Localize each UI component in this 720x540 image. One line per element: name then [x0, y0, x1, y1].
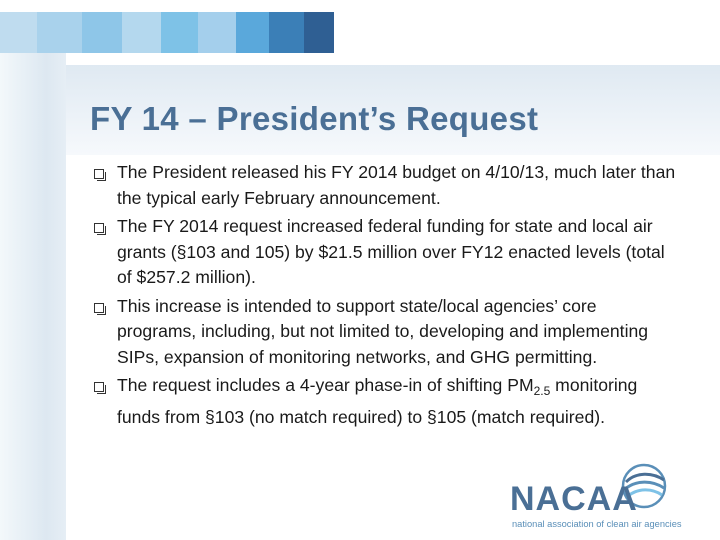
bullet-text: This increase is intended to support state/local agencies’ core programs, including, but not limited to, developing and implementing SIPs, expansion of monitoring networks, and GHG permitting.: [117, 295, 649, 367]
color-block: [236, 12, 269, 53]
logo-tagline: national association of clean air agencies: [512, 519, 682, 529]
color-block: [37, 12, 82, 53]
checkbox-bullet-icon: [94, 382, 104, 392]
color-block: [304, 12, 334, 53]
nacaa-logo: [510, 462, 700, 532]
decorative-color-blocks: [0, 12, 334, 53]
bullet-list: [89, 160, 679, 433]
color-block: [0, 12, 37, 53]
bullet-text: The President released his FY 2014 budget on 4/10/13, much later than the typical early February announcement.: [117, 162, 676, 208]
slide-title: FY 14 – President’s Request: [90, 100, 539, 137]
bullet-text: The FY 2014 request increased federal funding for state and local air grants (§103 and 105) by $21.5 million over FY12 enacted levels (total of $257.2 million).: [117, 216, 665, 287]
logo-wordmark: NACAA: [510, 480, 638, 518]
checkbox-bullet-icon: [94, 169, 104, 179]
bullet-item: [89, 214, 679, 291]
color-block: [269, 12, 304, 53]
bullet-item: [89, 294, 679, 371]
color-block: [198, 12, 236, 53]
color-block: [161, 12, 198, 53]
bullet-text-post: monitoring funds from §103 (no match required) to §105 (match required).: [117, 375, 638, 427]
checkbox-bullet-icon: [94, 303, 104, 313]
bullet-item: [89, 373, 679, 430]
bullet-item: [89, 160, 679, 211]
pm-subscript: 2.5: [533, 384, 551, 398]
bullet-text-pre: The request includes a 4-year phase-in of shifting PM: [117, 375, 534, 395]
checkbox-bullet-icon: [94, 223, 104, 233]
left-gradient-bar: [0, 53, 66, 540]
color-block: [82, 12, 122, 53]
color-block: [122, 12, 161, 53]
